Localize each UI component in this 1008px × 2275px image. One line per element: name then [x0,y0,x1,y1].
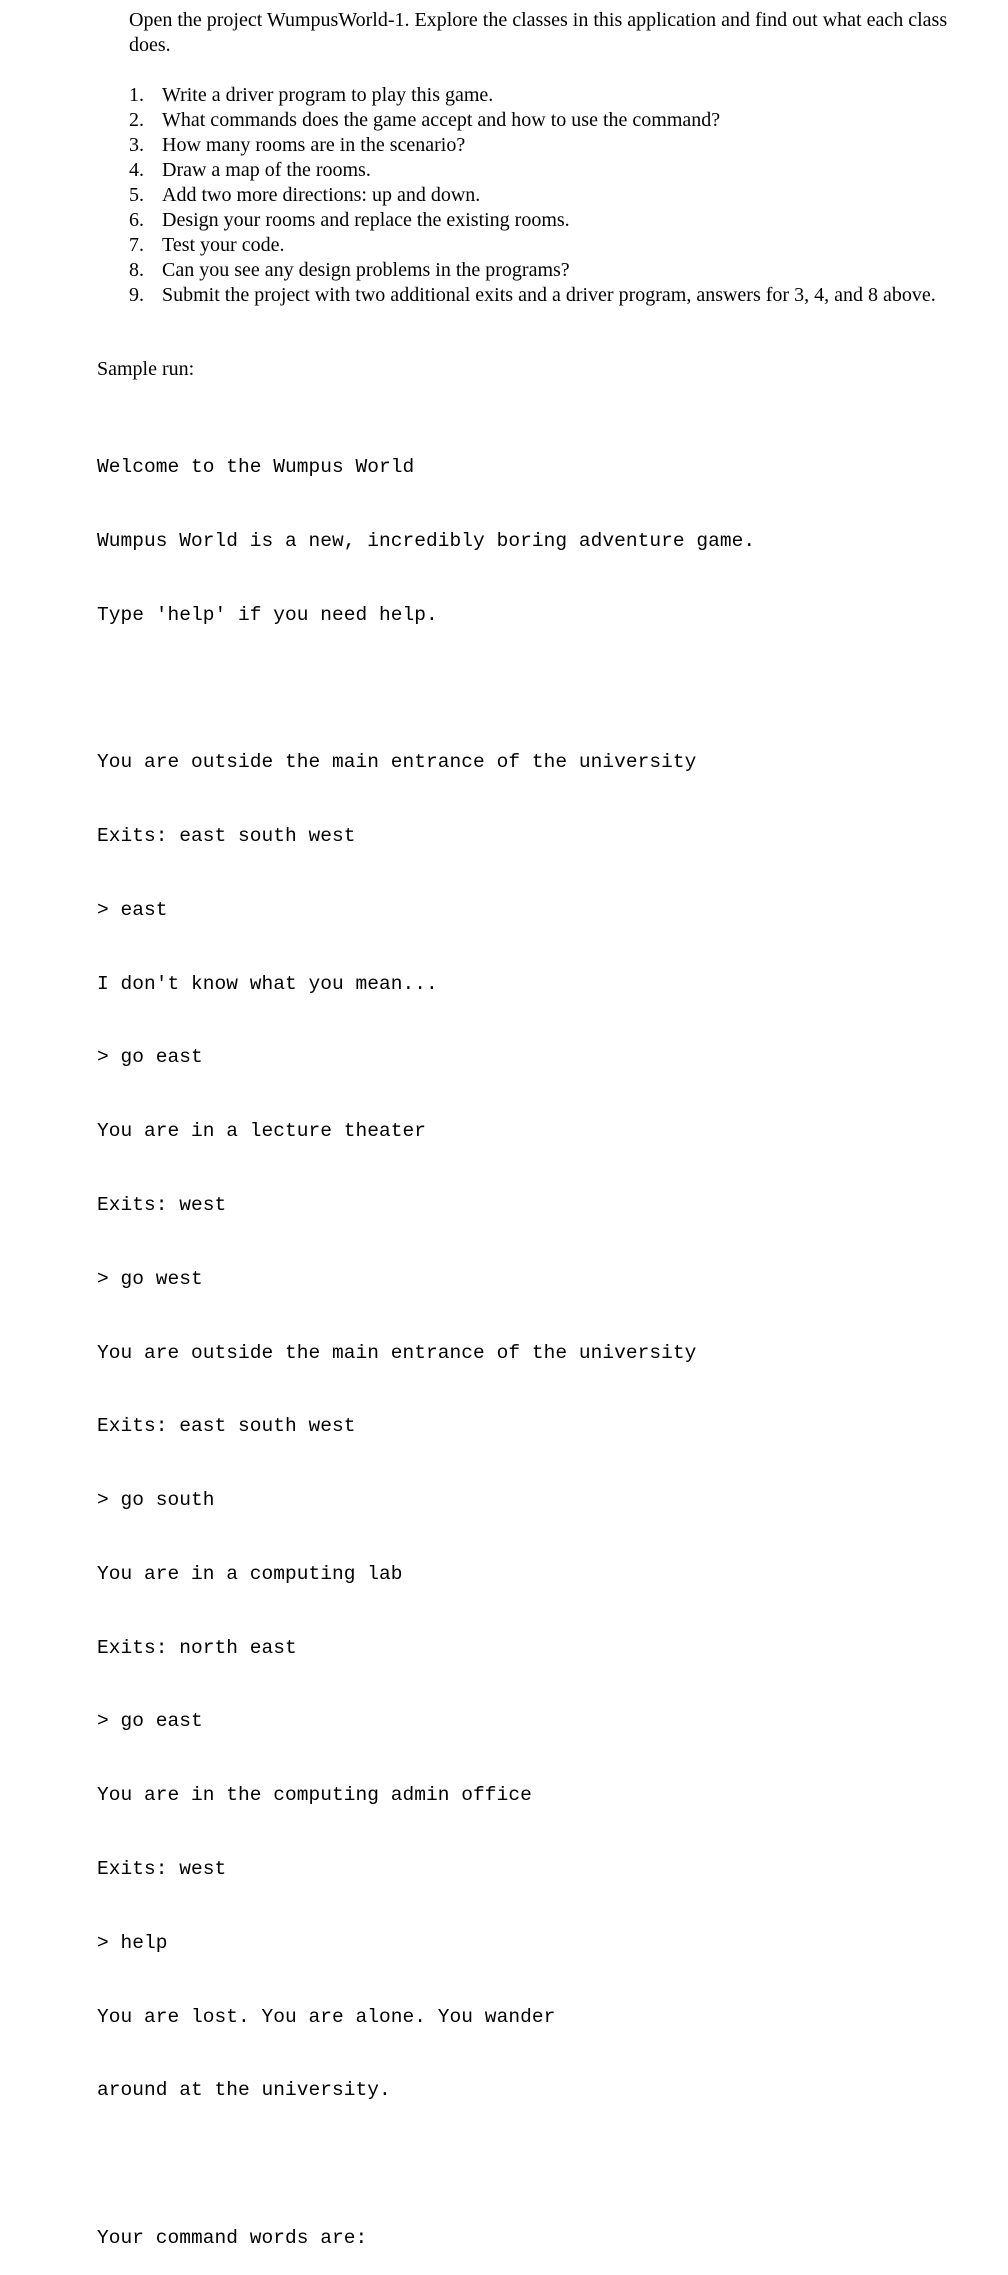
console-line: I don't know what you mean... [97,972,438,995]
console-line: Exits: east south west [97,825,356,848]
console-line [97,2152,755,2177]
console-line: You are in a computing lab [97,1562,403,1585]
sample-run-console [97,406,755,2275]
console-line: You are in a lecture theater [97,1120,427,1143]
console-line: > east [97,898,168,921]
task-text: Write a driver program to play this game. [162,84,494,106]
console-line: > help [97,1931,168,1954]
task-list [129,83,949,308]
task-text: How many rooms are in the scenario? [162,134,466,156]
console-line: Exits: north east [97,1636,297,1659]
console-line: > go east [97,1710,203,1733]
task-number: 8. [129,259,144,281]
task-item [129,108,949,133]
console-line: Your command words are: [97,2226,368,2249]
task-text: Test your code. [162,234,285,256]
console-line [97,677,755,702]
task-item [129,208,949,233]
console-line: You are outside the main entrance of the university [97,751,697,774]
console-line: Exits: west [97,1858,227,1881]
console-line: You are outside the main entrance of the university [97,1341,697,1364]
task-item [129,233,949,258]
task-item [129,283,949,308]
task-text: Add two more directions: up and down. [162,184,481,206]
task-number: 6. [129,209,144,231]
task-number: 9. [129,284,144,306]
task-number: 4. [129,159,144,181]
console-line: Welcome to the Wumpus World [97,456,415,479]
console-line: > go south [97,1489,215,1512]
task-number: 2. [129,109,144,131]
task-text: Can you see any design problems in the programs? [162,259,570,281]
task-item [129,183,949,208]
task-text: What commands does the game accept and how to use the command? [162,109,721,131]
task-item [129,258,949,283]
task-text: Design your rooms and replace the existing rooms. [162,209,570,231]
task-number: 3. [129,134,144,156]
console-line: around at the university. [97,2079,391,2102]
console-line: Exits: west [97,1194,227,1216]
task-number: 1. [129,84,144,106]
assignment-intro [129,8,949,58]
task-item [129,133,949,158]
task-item [129,158,949,183]
intro-paragraph: Open the project WumpusWorld-1. Explore the classes in this application and find out what each class does. [129,9,948,56]
sample-run-heading: Sample run: [97,358,195,380]
console-line: > go east [97,1046,203,1069]
console-line: You are lost. You are alone. You wander [97,2005,556,2028]
task-number: 5. [129,184,144,206]
console-line: Wumpus World is a new, incredibly boring adventure game. [97,529,756,552]
console-line: You are in the computing admin office [97,1784,532,1807]
task-text: Draw a map of the rooms. [162,159,371,181]
task-item [129,83,949,108]
console-line: Type 'help' if you need help. [97,603,438,626]
console-line: Exits: east south west [97,1415,356,1438]
console-line: > go west [97,1267,203,1290]
task-text: Submit the project with two additional exits and a driver program, answers for 3, 4, and 8 above. [162,284,936,306]
task-number: 7. [129,234,144,256]
